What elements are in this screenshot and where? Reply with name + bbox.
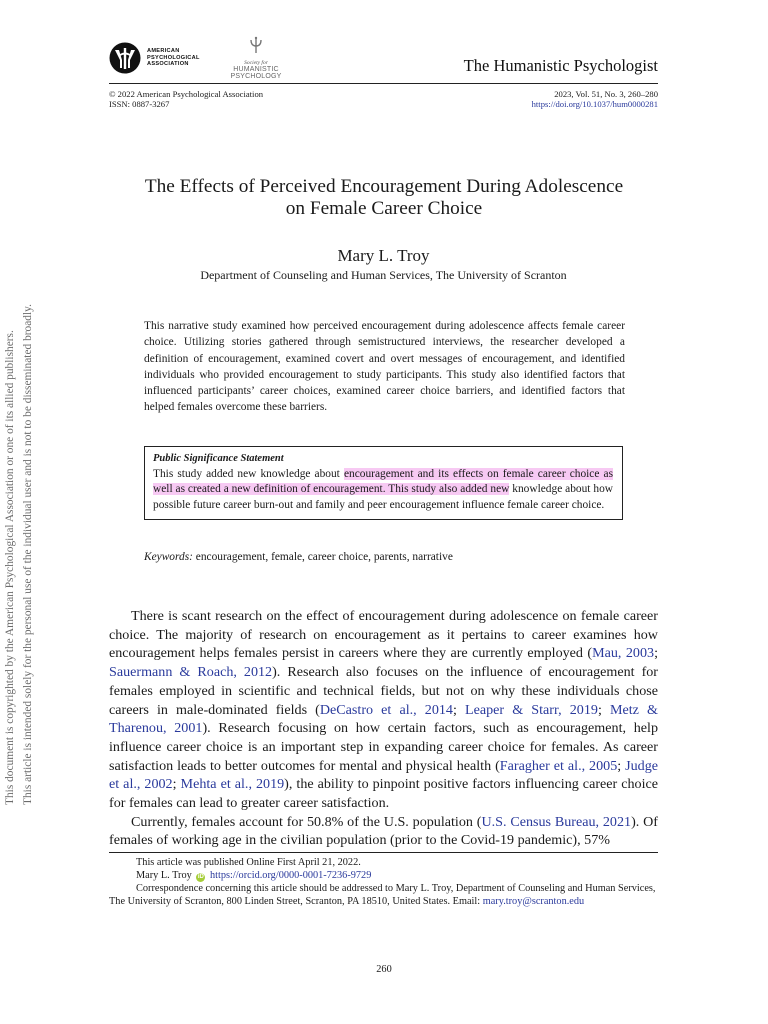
publication-meta-right <box>532 89 658 109</box>
author-affiliation: Department of Counseling and Human Services, The University of Scranton <box>200 268 567 282</box>
abstract: This narrative study examined how perceived encouragement during adolescence affects female career choice. Utilizing stories gathered through semistructured interviews, the researcher developed a definition of encouragement, examined covert and overt messages of encouragement, and identified individuals who provided encouragement to study participants. This study also identified factors that influenced participants’ career choices, examined career choice barriers, and identified factors that helped females overcome these barriers. <box>144 320 625 414</box>
copyright-side-notice <box>4 304 44 810</box>
article-body <box>109 607 658 850</box>
side-notice-line-1: This document is copyrighted by the American Psychological Association or one of its allied publishers. <box>4 330 16 805</box>
keywords-label: Keywords: <box>144 551 193 563</box>
volume-info: 2023, Vol. 51, No. 3, 260–280 <box>554 89 658 99</box>
orcid-icon: iD <box>197 874 204 880</box>
apa-emblem-icon <box>109 42 141 74</box>
orcid-link[interactable]: https://orcid.org/0000-0001-7236-9729 <box>209 870 372 881</box>
public-significance-box <box>144 446 623 520</box>
citation-link[interactable]: Faragher et al., 2005 <box>499 757 618 774</box>
article-title: The Effects of Perceived Encouragement During Adolescence on Female Career Choice <box>144 176 624 219</box>
orcid-note: Mary L. Troy iD https://orcid.org/0000-0001-7236-9729 <box>136 870 372 881</box>
doi-link[interactable]: https://doi.org/10.1037/hum0000281 <box>531 99 658 109</box>
body-paragraph: There is scant research on the effect of encouragement during adolescence on female career choice. The majority of research on encouragement as it pertains to career examines how encouragement helps females persist in careers where they are currently employed (Mau, 2003; Sauermann & Roach, 2012). Research also focuses on the influence of encouragement for females employed in scientific and technical fields, but not on why these individuals chose careers in male-dominated fields (DeCastro et al., 2014; Leaper & Starr, 2019; Metz & Tharenou, 2001). Research focusing on how certain factors, such as encouragement, help influence career choice is an important step in expanding career choice for females. As career satisfaction leads to better outcomes for mental and physical health (Faragher et al., 2005; Judge et al., 2002; Mehta et al., 2019), the ability to pinpoint positive factors influencing career choice for females can lead to greater career satisfaction. <box>109 608 659 812</box>
society-logo: Society for HUMANISTIC PSYCHOLOGY <box>228 36 284 80</box>
citation-link[interactable]: Leaper & Starr, 2019 <box>465 701 598 718</box>
correspondence-note: Correspondence concerning this article should be addressed to Mary L. Troy, Department of Counseling and Human Services, The University of Scranton, 800 Linden Street, Scranton, PA 18510, United States. Email: mary.troy@scranton.edu <box>109 883 656 907</box>
header-divider <box>109 83 658 84</box>
psi-icon <box>249 36 263 54</box>
footnotes <box>109 856 658 908</box>
citation-link[interactable]: Sauermann & Roach, 2012 <box>109 664 273 681</box>
significance-title: Public Significance Statement <box>153 453 284 464</box>
citation-link[interactable]: Mehta et al., 2019 <box>180 776 285 793</box>
apa-logo <box>109 42 200 74</box>
citation-link[interactable]: DeCastro et al., 2014 <box>319 701 453 718</box>
citation-link[interactable]: U.S. Census Bureau, 2021 <box>481 813 632 830</box>
footnote-divider <box>109 852 658 853</box>
email-link[interactable]: mary.troy@scranton.edu <box>482 896 585 907</box>
keywords-list: encouragement, female, career choice, parents, narrative <box>195 551 453 563</box>
issn-line: ISSN: 0887-3267 <box>109 99 170 109</box>
citation-link[interactable]: Metz & Tharenou, 2001 <box>109 701 658 737</box>
author-name: Mary L. Troy <box>337 246 430 265</box>
page-number: 260 <box>376 964 392 975</box>
side-notice-line-2: This article is intended solely for the personal use of the individual user and is not to be disseminated broadly. <box>22 304 34 805</box>
citation-link[interactable]: Judge et al., 2002 <box>109 757 658 793</box>
copyright-line: © 2022 American Psychological Association <box>109 89 264 99</box>
citation-link[interactable]: Mau, 2003 <box>592 645 655 662</box>
keywords <box>144 551 453 563</box>
publication-meta-left <box>109 89 263 109</box>
published-note: This article was published Online First April 21, 2022. <box>136 857 361 868</box>
body-paragraph: Currently, females account for 50.8% of the U.S. population (U.S. Census Bureau, 2021). Of females of working age in the civilian population (prior to the Covid-19 pandemic), 57% <box>109 813 658 849</box>
significance-text: This study added new knowledge about encouragement and its effects on female career choice as well as created a new definition of encouragement. This study also added new knowledge about how possible future career burn-out and family and peer encouragement influence female career choice. <box>153 467 614 511</box>
apa-logo-text: AMERICAN PSYCHOLOGICAL ASSOCIATION <box>147 48 200 68</box>
journal-title: The Humanistic Psychologist <box>463 56 658 75</box>
highlighted-text: encouragement and its effects on female career choice as well as created a new definition of encouragement. This study also added new <box>153 467 614 495</box>
